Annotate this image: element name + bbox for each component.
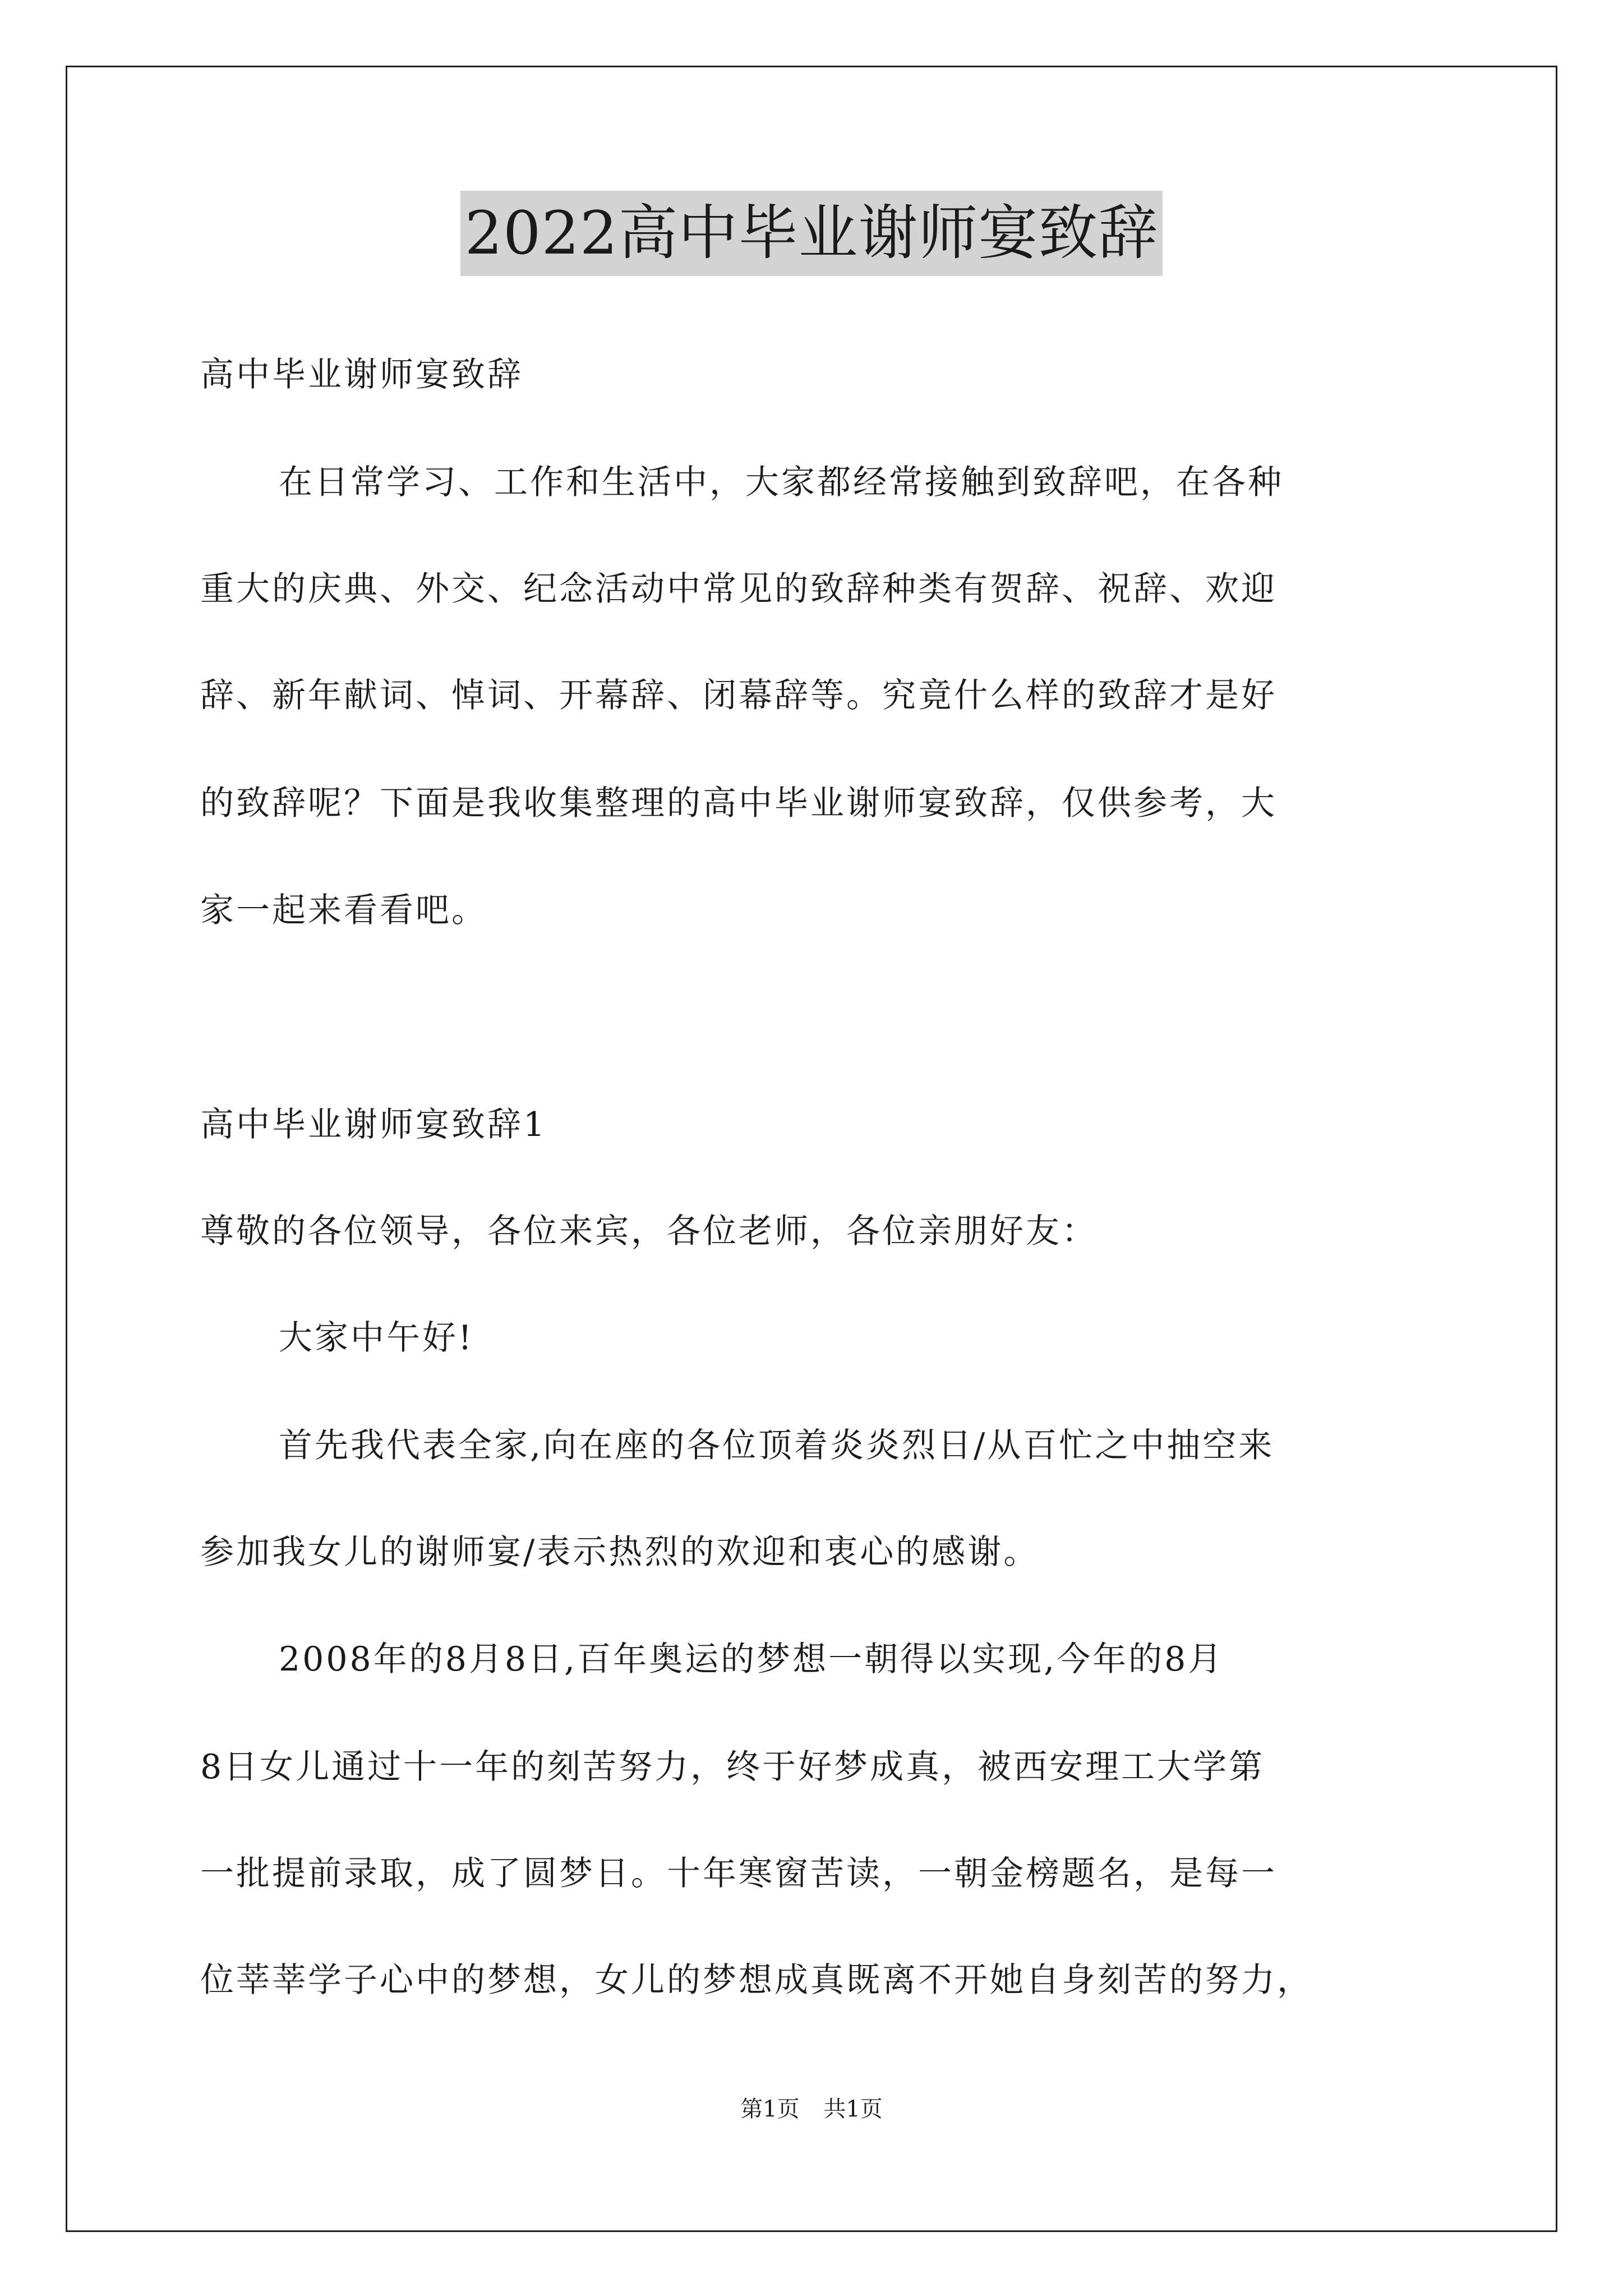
greeting: 大家中午好! [279, 1318, 474, 1358]
paragraph-line: 在日常学习、工作和生活中，大家都经常接触到致辞吧，在各种 [279, 463, 1284, 502]
paragraph-line: 首先我代表全家,向在座的各位顶着炎炎烈日/从百忙之中抽空来 [279, 1426, 1275, 1465]
paragraph-line: 重大的庆典、外交、纪念活动中常见的致辞种类有贺辞、祝辞、欢迎 [200, 569, 1277, 609]
paragraph-line: 家一起来看看吧。 [200, 891, 487, 930]
paragraph-line: 一批提前录取，成了圆梦日。十年寒窗苦读，一朝金榜题名，是每一 [200, 1854, 1277, 1893]
paragraph-line: 8日女儿通过十一年的刻苦努力，终于好梦成真，被西安理工大学第 [200, 1747, 1265, 1787]
paragraph-line: 位莘莘学子心中的梦想，女儿的梦想成真既离不开她自身刻苦的努力， [200, 1961, 1313, 2000]
paragraph-line: 2008年的8月8日,百年奥运的梦想一朝得以实现,今年的8月 [279, 1640, 1224, 1679]
document-title: 2022高中毕业谢师宴致辞 [460, 191, 1163, 276]
paragraph-line: 的致辞呢？下面是我收集整理的高中毕业谢师宴致辞，仅供参考，大 [200, 784, 1277, 823]
salutation: 尊敬的各位领导，各位来宾，各位老师，各位亲朋好友： [200, 1212, 1098, 1251]
paragraph-line: 参加我女儿的谢师宴/表示热烈的欢迎和衷心的感谢。 [200, 1533, 1040, 1572]
section-heading: 高中毕业谢师宴致辞1 [200, 1105, 547, 1144]
paragraph-line: 辞、新年献词、悼词、开幕辞、闭幕辞等。究竟什么样的致辞才是好 [200, 676, 1277, 715]
page-footer: 第1页 共1页 [740, 2096, 883, 2122]
title-container [0, 191, 1623, 276]
subtitle: 高中毕业谢师宴致辞 [200, 355, 523, 394]
